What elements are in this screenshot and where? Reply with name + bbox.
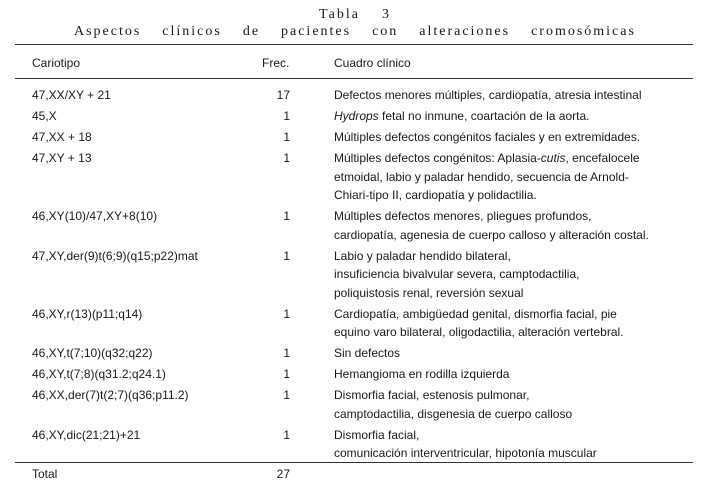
table-caption [0,6,710,40]
frec-cell: 1 [283,248,290,263]
cuadro-clinico-cell [334,386,694,423]
cuadro-clinico-line [334,323,694,342]
cuadro-clinico-line [334,305,694,324]
header-rule [15,78,693,79]
cuadro-clinico-text: insuficiencia bivalvular severa, camptodactilia, [334,267,580,281]
frec-cell: 1 [283,209,290,223]
cuadro-clinico-text: Chiari-tipo II, cardiopatía y polidactilia. [334,188,537,202]
cuadro-clinico-text: comunicación interventricular, hipotonía muscular [334,446,597,460]
cuadro-clinico-line [334,265,694,284]
cuadro-clinico-line [334,365,694,384]
cuadro-clinico-text: cutis [540,151,566,165]
cuadro-clinico-line [334,149,694,168]
cuadro-clinico-cell [334,207,694,244]
column-header-cariotipo: Cariotipo [32,56,81,70]
cuadro-clinico-text: Labio y paladar hendido bilateral, [334,248,511,263]
frec-cell: 1 [283,151,290,165]
cuadro-clinico-text: Múltiples defectos congénitos: Aplasia- [334,151,541,165]
cariotipo-cell: 46,XX,der(7)t(2;7)(q36;p11.2) [32,388,189,402]
cuadro-clinico-cell [334,149,694,205]
frec-cell: 1 [283,427,290,442]
subtitle-word: cromosómicas [531,24,636,39]
table-title [0,6,710,23]
cuadro-clinico-cell [334,305,694,342]
cuadro-clinico-text: camptodactilia, disgenesia de cuerpo calloso [334,406,573,421]
cuadro-clinico-line [334,444,694,463]
cuadro-clinico-line [334,86,694,105]
top-rule [15,44,693,45]
frec-cell: 1 [283,367,290,381]
cuadro-clinico-cell [334,86,694,105]
cuadro-clinico-text: Cardiopatía, ambigüedad genital, dismorfia facial, pie [334,306,617,321]
cuadro-clinico-line [334,284,694,303]
cuadro-clinico-line [334,128,694,147]
subtitle-word: alteraciones [419,24,511,39]
frec-cell: 1 [283,388,290,402]
cuadro-clinico-line [334,186,694,205]
cuadro-clinico-text: etmoidal, labio y paladar hendido, secuencia de Arnold- [334,169,629,184]
cuadro-clinico-line [334,107,694,126]
cuadro-clinico-cell [334,344,694,363]
subtitle-word: de [242,24,261,39]
cuadro-clinico-text: equino varo bilateral, oligodactilia, alteración vertebral. [334,325,624,339]
cuadro-clinico-text: Hydrops [334,109,379,123]
table-title-number: 3 [381,7,391,22]
cariotipo-cell: 46,XY,dic(21;21)+21 [32,427,141,442]
frec-cell: 1 [283,346,290,360]
column-header-cuadro: Cuadro clínico [334,56,411,70]
cuadro-clinico-text: Múltiples defectos menores, pliegues profundos, [334,209,592,223]
frec-cell: 17 [276,88,290,102]
cuadro-clinico-line [334,207,694,226]
cuadro-clinico-line [334,386,694,405]
cuadro-clinico-text: Sin defectos [334,346,401,360]
cuadro-clinico-line [334,405,694,424]
cariotipo-cell: 46,XY,t(7;8)(q31.2;q24.1) [32,367,166,381]
cuadro-clinico-text: Dismorfia facial, [334,427,420,442]
bottom-rule [15,462,693,463]
cuadro-clinico-cell [334,365,694,384]
cariotipo-cell: 45,X [32,109,57,123]
cuadro-clinico-cell [334,247,694,303]
subtitle-word: Aspectos [74,24,142,39]
frec-cell: 1 [283,130,290,144]
cuadro-clinico-line [334,344,694,363]
subtitle-word: con [372,24,399,39]
cuadro-clinico-cell [334,107,694,126]
cuadro-clinico-cell [334,128,694,147]
cariotipo-cell: 47,XY,der(9)t(6;9)(q15;p22)mat [32,248,198,263]
cariotipo-cell: 47,XX/XY + 21 [32,88,111,102]
cuadro-clinico-text: Dismorfia facial, estenosis pulmonar, [334,388,530,402]
subtitle-word: clínicos [162,24,222,39]
cuadro-clinico-text: Defectos menores múltiples, cardiopatía, atresia intestinal [334,88,642,102]
subtitle-word: pacientes [281,24,352,39]
cuadro-clinico-line [334,247,694,266]
frec-cell: 1 [283,109,290,123]
column-header-frec: Frec. [262,56,290,70]
cariotipo-cell: 47,XX + 18 [32,130,92,144]
cuadro-clinico-text: , encefalocele [565,151,640,165]
cuadro-clinico-line [334,168,694,187]
cuadro-clinico-cell [334,426,694,463]
frec-cell: 27 [276,467,290,481]
cuadro-clinico-text: cardiopatía, agenesia de cuerpo calloso y alteración costal. [334,227,649,242]
cuadro-clinico-text: poliquistosis renal, reversión sexual [334,285,524,300]
cariotipo-cell: Total [32,467,58,481]
cariotipo-cell: 46,XY(10)/47,XY+8(10) [32,209,158,223]
table-title-label: Tabla [319,7,360,22]
cuadro-clinico-text: Hemangioma en rodilla izquierda [334,367,510,381]
cuadro-clinico-text: Múltiples defectos congénitos faciales y en extremidades. [334,130,641,144]
frec-cell: 1 [283,306,290,321]
cuadro-clinico-line [334,226,694,245]
table-subtitle [74,23,636,40]
cariotipo-cell: 46,XY,r(13)(p11;q14) [32,306,143,321]
cuadro-clinico-text: fetal no inmune, coartación de la aorta. [378,109,590,123]
cuadro-clinico-line [334,426,694,445]
cariotipo-cell: 47,XY + 13 [32,151,92,165]
cariotipo-cell: 46,XY,t(7;10)(q32;q22) [32,346,153,360]
